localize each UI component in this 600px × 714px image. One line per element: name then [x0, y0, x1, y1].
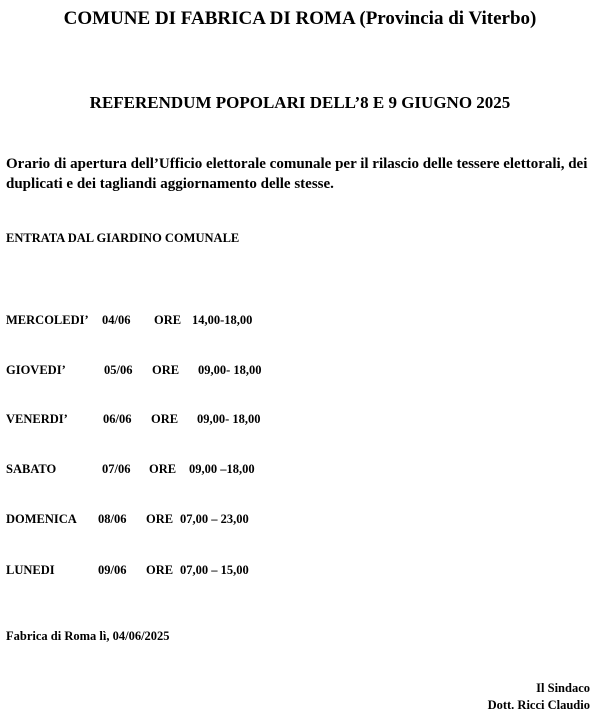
schedule-ore-label: ORE — [146, 512, 174, 526]
schedule-ore-label: ORE — [154, 313, 182, 327]
schedule-day: DOMENICA — [6, 512, 77, 526]
entrance-note: ENTRATA DAL GIARDINO COMUNALE — [6, 231, 240, 245]
schedule-day: VENERDI’ — [6, 412, 68, 426]
schedule-ore-label: ORE — [149, 462, 177, 476]
schedule-date: 09/06 — [98, 563, 127, 577]
schedule-ore-label: ORE — [151, 412, 179, 426]
schedule-day: SABATO — [6, 462, 57, 476]
schedule-date: 04/06 — [102, 313, 131, 327]
place-and-date: Fabrica di Roma lì, 04/06/2025 — [6, 629, 170, 643]
schedule-day: LUNEDI — [6, 563, 55, 577]
signer-name: Dott. Ricci Claudio — [487, 698, 590, 712]
schedule-ore-label: ORE — [152, 363, 180, 377]
schedule-day: MERCOLEDI’ — [6, 313, 89, 327]
schedule-date: 06/06 — [103, 412, 132, 426]
signature-block — [488, 680, 590, 714]
schedule-day: GIOVEDI’ — [6, 363, 66, 377]
schedule-hours: 07,00 – 15,00 — [180, 563, 249, 577]
signer-role: Il Sindaco — [536, 681, 590, 695]
schedule-hours: 14,00-18,00 — [192, 313, 253, 327]
schedule-date: 05/06 — [104, 363, 133, 377]
schedule-hours: 09,00- 18,00 — [198, 363, 262, 377]
schedule-hours: 09,00 –18,00 — [189, 462, 255, 476]
intro-paragraph: Orario di apertura dell’Ufficio elettorale comunale per il rilascio delle tessere elettorali, dei duplicati e dei tagliandi aggiornamento delle stesse. — [6, 156, 588, 192]
schedule-hours: 09,00- 18,00 — [197, 412, 261, 426]
schedule-ore-label: ORE — [146, 563, 174, 577]
schedule-hours: 07,00 – 23,00 — [180, 512, 249, 526]
page-title: COMUNE DI FABRICA DI ROMA (Provincia di Viterbo) — [63, 8, 537, 29]
schedule-date: 07/06 — [102, 462, 131, 476]
schedule-date: 08/06 — [98, 512, 127, 526]
page-subtitle: REFERENDUM POPOLARI DELL’8 E 9 GIUGNO 2025 — [89, 93, 511, 112]
